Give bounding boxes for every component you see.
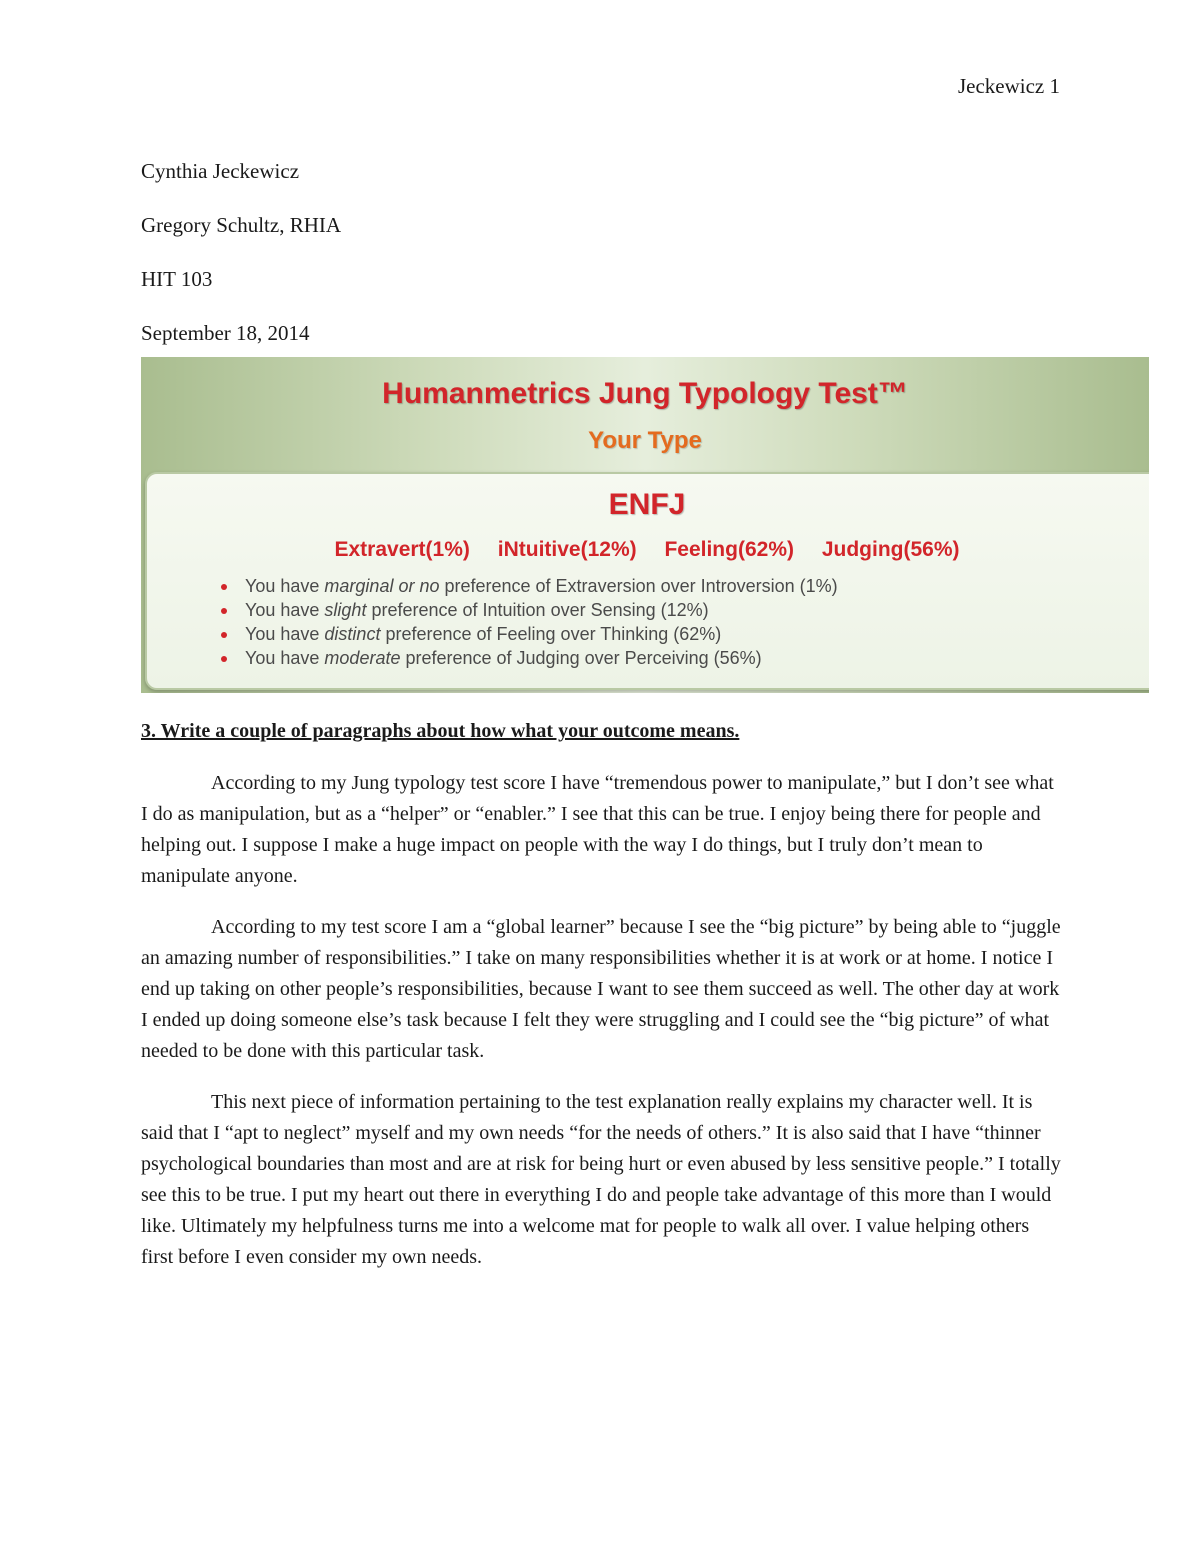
result-bullet: You have slight preference of Intuition over Sensing (12%) [219, 598, 838, 622]
preference-intuitive: iNtuitive(12%) [497, 538, 637, 561]
result-bullet-list [219, 574, 838, 670]
paragraph-3: This next piece of information pertaining to the test explanation really explains my character well. It is said that I “apt to neglect” myself and my own needs “for the needs of others.” It is also said that I have “thinner psychological boundaries than most and are at risk for being hurt or even abused by less sensitive people.” I totally see this to be true. I put my heart out there in everything I do and people take advantage of this more than I would like. Ultimately my helpfulness turns me into a welcome mat for people to walk all over. I value helping others first before I even consider my own needs. [141, 1091, 1061, 1268]
page-header: Jeckewicz 1 [957, 74, 1060, 98]
student-name: Cynthia Jeckewicz [141, 159, 300, 183]
paragraph-1: According to my Jung typology test score I have “tremendous power to manipulate,” but I don’t see what I do as manipulation, but as a “helper” or “enabler.” I see that this can be true. I enjoy being there for people and helping out. I suppose I make a huge impact on people with the way I do things, but I truly don’t mean to manipulate anyone. [141, 772, 1054, 887]
instructor-name: Gregory Schultz, RHIA [141, 213, 342, 237]
result-title: Humanmetrics Jung Typology Test™ [382, 377, 908, 410]
result-preferences [147, 538, 1147, 562]
document-date: September 18, 2014 [141, 321, 310, 345]
preference-judging: Judging(56%) [821, 538, 960, 561]
heading-block [141, 144, 341, 360]
preference-feeling: Feeling(62%) [664, 538, 794, 561]
paragraph-2: According to my test score I am a “global learner” because I see the “big picture” by being able to “juggle an amazing number of responsibilities.” I take on many responsibilities whether it is at work or at home. I notice I end up taking on other people’s responsibilities, because I want to see them succeed as well. The other day at work I ended up doing someone else’s task because I felt they were struggling and I could see the “big picture” of what needed to be done with this particular task. [141, 916, 1061, 1062]
result-bullet: You have distinct preference of Feeling over Thinking (62%) [219, 622, 838, 646]
essay-body [141, 768, 1061, 1293]
result-type: ENFJ [608, 488, 686, 521]
result-panel [145, 472, 1149, 690]
result-bullet: You have moderate preference of Judging over Perceiving (56%) [219, 646, 838, 670]
result-subtitle: Your Type [588, 427, 702, 454]
preference-extravert: Extravert(1%) [334, 538, 470, 561]
assignment-question: 3. Write a couple of paragraphs about how what your outcome means. [141, 720, 740, 742]
result-bullet: You have marginal or no preference of Extraversion over Introversion (1%) [219, 574, 838, 598]
test-result-image [141, 357, 1149, 693]
course-name: HIT 103 [141, 267, 213, 291]
